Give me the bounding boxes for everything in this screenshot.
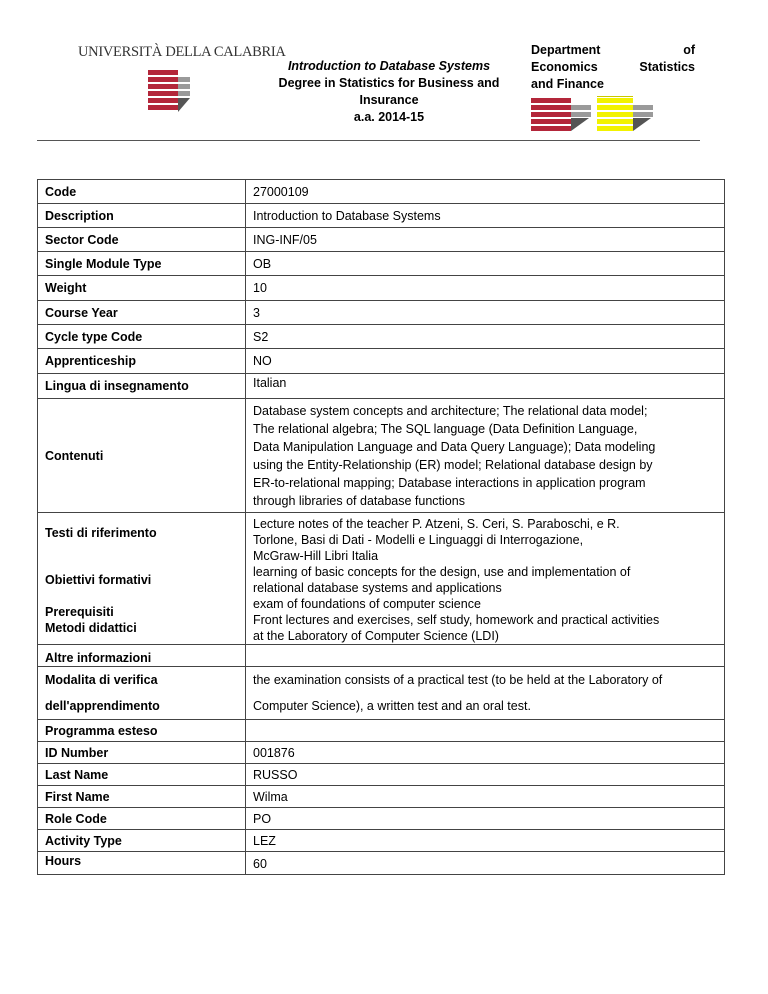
row-weight	[38, 276, 725, 301]
row-activity-type	[38, 830, 725, 852]
dept-word-department: Department	[531, 43, 601, 57]
row-value-group	[246, 513, 725, 645]
label-objectives: Obiettivi formativi	[45, 572, 152, 587]
row-value: PO	[246, 808, 725, 830]
row-program	[38, 720, 725, 742]
row-references-objectives-methods	[38, 513, 725, 645]
row-contents	[38, 399, 725, 513]
row-label	[38, 667, 246, 720]
row-hours	[38, 852, 725, 875]
degree-line-1: Degree in Statistics for Business and	[278, 76, 500, 90]
row-code	[38, 180, 725, 204]
row-course-year	[38, 301, 725, 325]
row-label-group	[38, 513, 246, 645]
dept-word-of: of	[683, 43, 695, 57]
row-value	[246, 667, 725, 720]
row-label: Lingua di insegnamento	[38, 374, 246, 399]
row-value: 3	[246, 301, 725, 325]
university-logo	[78, 44, 286, 61]
row-module-type	[38, 252, 725, 276]
label-methods: Metodi didattici	[45, 620, 137, 635]
row-value: 27000109	[246, 180, 725, 204]
label-references: Testi di riferimento	[45, 525, 157, 540]
row-id-number	[38, 742, 725, 764]
row-description	[38, 204, 725, 228]
text-line: relational database systems and applications	[253, 581, 502, 595]
text-line: the examination consists of a practical test (to be held at the Laboratory of	[253, 673, 663, 687]
row-other-info	[38, 645, 725, 667]
row-value: Wilma	[246, 786, 725, 808]
text-line: learning of basic concepts for the design, use and implementation of	[253, 565, 631, 579]
text-line: through libraries of database functions	[253, 493, 465, 508]
university-emblem-icon	[148, 70, 190, 116]
row-value	[246, 720, 725, 742]
degree-line-2: Insurance	[359, 93, 419, 107]
row-value: Introduction to Database Systems	[246, 204, 725, 228]
row-assessment	[38, 667, 725, 720]
text-line: Torlone, Basi di Dati - Modelli e Linguaggi di Interrogazione,	[253, 533, 584, 547]
label-line: Modalita di verifica	[45, 673, 158, 687]
text-line: using the Entity-Relationship (ER) model; Relational database design by	[253, 457, 653, 472]
row-label: Weight	[38, 276, 246, 301]
dept-word-statistics: Statistics	[639, 60, 695, 74]
department-emblem-icon	[531, 96, 655, 132]
text-line: McGraw-Hill Libri Italia	[253, 549, 379, 563]
header-divider	[37, 140, 700, 141]
row-language	[38, 374, 725, 399]
row-value: Italian	[246, 374, 725, 399]
text-line: exam of foundations of computer science	[253, 597, 481, 611]
row-label: Contenuti	[38, 399, 246, 513]
dept-word-economics: Economics	[531, 60, 598, 74]
row-label: Code	[38, 180, 246, 204]
row-value: RUSSO	[246, 764, 725, 786]
row-first-name	[38, 786, 725, 808]
dept-word-finance: and Finance	[531, 77, 604, 91]
label-line: dell'apprendimento	[45, 699, 160, 713]
row-label: Hours	[38, 852, 246, 875]
text-line: at the Laboratory of Computer Science (LDI)	[253, 629, 499, 643]
row-value: LEZ	[246, 830, 725, 852]
row-value	[246, 399, 725, 513]
row-label: Role Code	[38, 808, 246, 830]
text-line: ER-to-relational mapping; Database interactions in application program	[253, 475, 646, 490]
text-line: Front lectures and exercises, self study, homework and practical activities	[253, 613, 660, 627]
row-value: NO	[246, 349, 725, 374]
course-info-table	[37, 179, 725, 875]
row-label: Programma esteso	[38, 720, 246, 742]
row-value: 10	[246, 276, 725, 301]
academic-year: a.a. 2014-15	[353, 110, 425, 124]
row-label: Description	[38, 204, 246, 228]
row-label: First Name	[38, 786, 246, 808]
text-line: The relational algebra; The SQL language (Data Definition Language,	[253, 421, 638, 436]
row-role-code	[38, 808, 725, 830]
row-value: OB	[246, 252, 725, 276]
text-line: Database system concepts and architecture; The relational data model;	[253, 403, 648, 418]
row-label: ID Number	[38, 742, 246, 764]
department-name	[531, 42, 695, 93]
row-value: 60	[246, 852, 725, 875]
row-apprenticeship	[38, 349, 725, 374]
row-label: Course Year	[38, 301, 246, 325]
row-label: Apprenticeship	[38, 349, 246, 374]
course-title: Introduction to Database Systems	[287, 59, 491, 73]
row-last-name	[38, 764, 725, 786]
row-value	[246, 645, 725, 667]
row-label: Cycle type Code	[38, 325, 246, 349]
row-value: S2	[246, 325, 725, 349]
text-line: Data Manipulation Language and Data Query Language); Data modeling	[253, 439, 656, 454]
row-value: ING-INF/05	[246, 228, 725, 252]
row-label: Activity Type	[38, 830, 246, 852]
row-sector-code	[38, 228, 725, 252]
course-heading	[258, 58, 520, 126]
row-label: Last Name	[38, 764, 246, 786]
row-label: Altre informazioni	[38, 645, 246, 667]
row-cycle-type	[38, 325, 725, 349]
text-line: Computer Science), a written test and an oral test.	[253, 699, 531, 713]
university-name: UNIVERSITÀ DELLA CALABRIA	[78, 44, 286, 60]
text-line: Lecture notes of the teacher P. Atzeni, S. Ceri, S. Paraboschi, e R.	[253, 517, 620, 531]
label-prerequisites: Prerequisiti	[45, 604, 114, 619]
row-value: 001876	[246, 742, 725, 764]
row-label: Single Module Type	[38, 252, 246, 276]
row-label: Sector Code	[38, 228, 246, 252]
